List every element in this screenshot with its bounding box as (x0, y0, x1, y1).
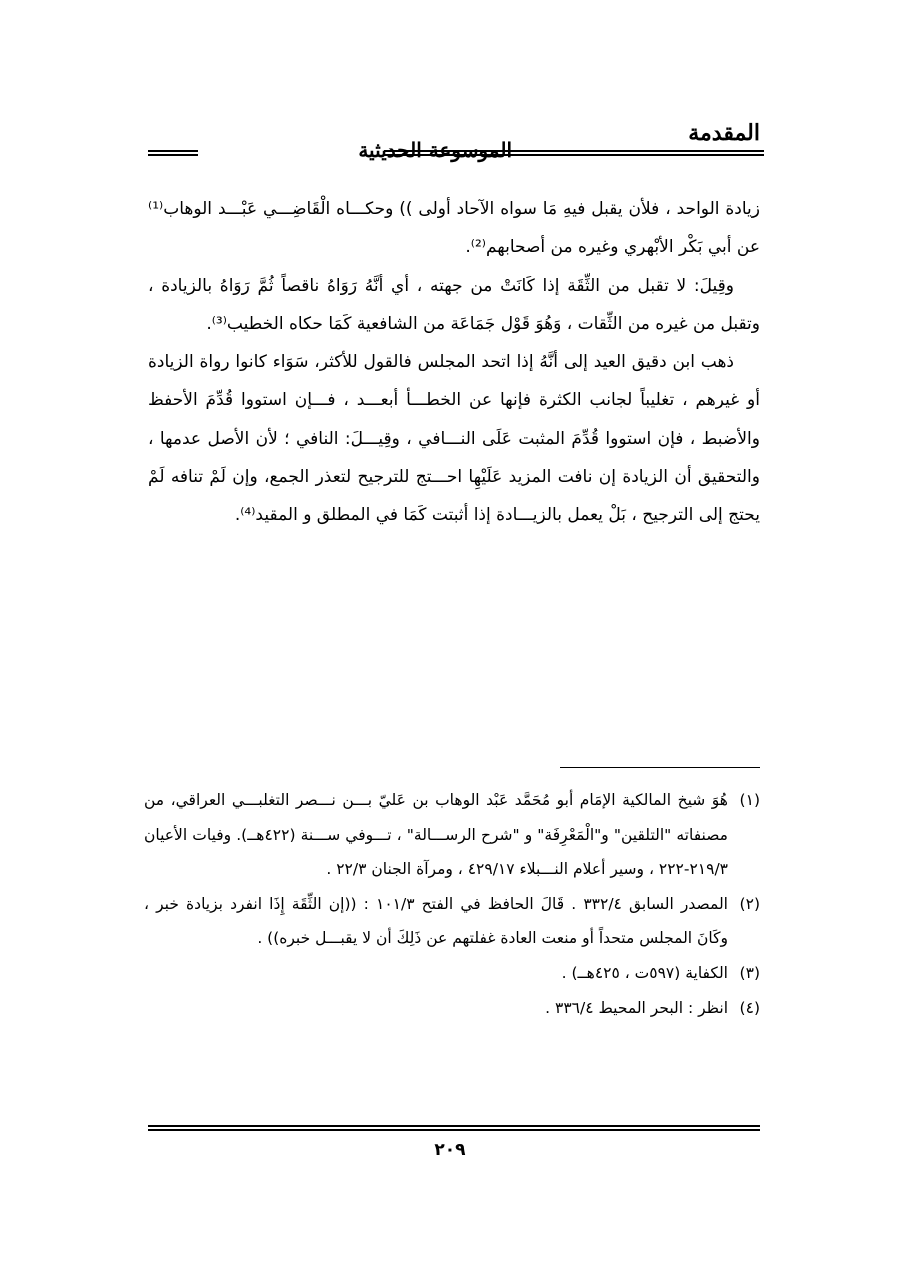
footnote-number: (٢) (739, 894, 760, 913)
footnote-3 (144, 956, 760, 991)
paragraph-3: ذهب ابن دقيق العيد إلى أنَّهُ إذا اتحد المجلس فالقول للأكثر، سَوَاء كانوا رواة الزيادة أو غيرهم ، تغليباً لجانب الكثرة فإنها عن الخطـــأ أبعـــد ، فـــإن استووا قُدِّمَ الأحفظ والأضبط ، فإن استووا قُدِّمَ المثبت عَلَى النـــافي ، وقِيـــلَ: النافي ؛ لأن الأصل عدمها ، والتحقيق أن الزيادة إن نافت المزيد عَلَيْهِا احـــتج للترجيح لتعذر الجمع، وإن لَمْ تنافه لَمْ يحتج إلى الترجيح ، بَلْ يعمل بالزيـــادة إذا أثبتت كَمَا في المطلق و المقيد⁽⁴⁾. (148, 352, 760, 526)
footnote-number: (١) (739, 791, 760, 809)
section-title: المقدمة (688, 120, 760, 146)
footnote-text: انظر : البحر المحيط ٣٣٦/٤ . (545, 998, 728, 1017)
footnote-separator (560, 767, 760, 768)
footer-rule (148, 1125, 760, 1131)
footnotes (144, 783, 760, 1025)
footnote-2 (144, 887, 760, 956)
page-number: ٢٠٩ (434, 1140, 466, 1160)
footnote-text: هُوَ شيخ المالكية الإمَام أبو مُحَمَّد عَبْد الوهاب بن عَليّ بـــن نـــصر التغلبـــي العراقي، من مصنفاته "التلقين" و"الْمَعْرِفَة" و "شرح الرســـالة" ، تـــوفي ســـنة (٤٢٢هــ). وفيات الأعيان ٢١٩/٣-٢٢٢ ، وسير أعلام النـــبلاء ٤٢٩/١٧ ، ومرآة الجنان ٢٢/٣ . (144, 791, 728, 879)
footnote-text: الكفاية (٥٩٧ت ، ٤٢٥هــ) . (561, 963, 728, 982)
paragraph-2: وقِيلَ: لا تقبل من الثِّقَة إذا كَانَتْ من جهته ، أي أنَّهُ رَوَاهُ ناقصاً ثُمَّ رَوَاهُ بالزيادة ، وتقبل من غيره من الثِّقات ، وَهُوَ قَوْل جَمَاعَة من الشافعية كَمَا حكاه الخطيب⁽³⁾. (148, 275, 760, 334)
book-title: الموسوعة الحديثية (358, 138, 512, 162)
paragraph-1: زيادة الواحد ، فلأن يقبل فيهِ مَا سواه الآحاد أولى )) وحكـــاه الْقَاضِـــي عَبْـــد الوهاب⁽¹⁾ عن أبي بَكْر الأبْهري وغيره من أصحابهم⁽²⁾. (148, 199, 760, 258)
footnote-4 (144, 991, 760, 1026)
footnote-text: المصدر السابق ٣٣٢/٤ . قَالَ الحافظ في الفتح ١٠١/٣ : ((إن الثِّقَة إِذَا انفرد بزيادة خبر ، وكَانَ المجلس متحداً أو منعت العادة غفلتهم عن ذَلِكَ أن لا يقبـــل خبره)) . (144, 894, 728, 948)
main-text (148, 190, 760, 535)
footnote-1 (144, 783, 760, 887)
footnote-number: (٣) (739, 963, 760, 982)
header-rule-short (148, 150, 198, 156)
footnote-number: (٤) (739, 998, 760, 1017)
